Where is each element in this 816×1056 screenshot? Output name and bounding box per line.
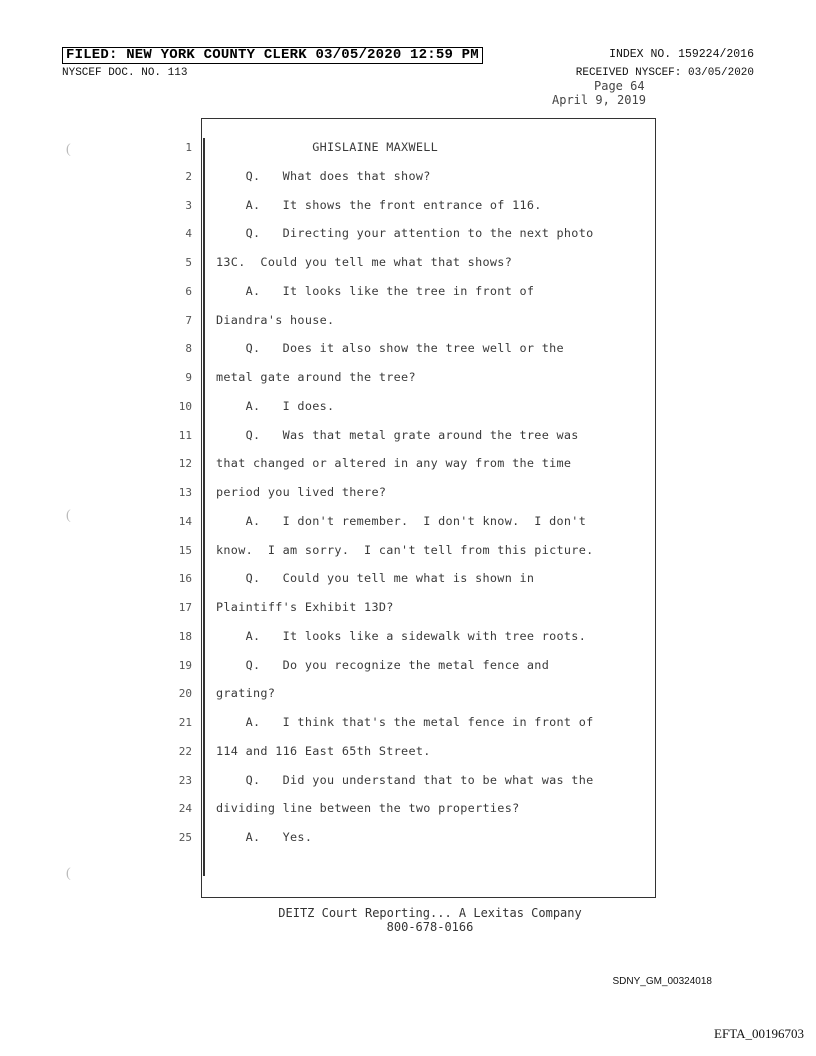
transcript-line <box>0 685 660 705</box>
line-text: Q. Do you recognize the metal fence and <box>216 657 550 672</box>
transcript-line <box>0 340 660 360</box>
line-number: 18 <box>178 629 192 643</box>
transcript-line <box>0 829 660 849</box>
transcript-line <box>0 168 660 188</box>
transcript-line <box>0 743 660 763</box>
line-number: 12 <box>178 457 192 471</box>
line-number: 7 <box>185 313 192 327</box>
line-number: 22 <box>178 744 192 758</box>
line-number: 10 <box>178 399 192 413</box>
line-text: Diandra's house. <box>216 312 335 327</box>
efta-number: EFTA_00196703 <box>714 1026 804 1041</box>
transcript-line <box>0 139 660 159</box>
transcript-line <box>0 484 660 504</box>
line-text: A. I don't remember. I don't know. I don't <box>216 513 587 528</box>
line-text: A. I does. <box>216 398 335 413</box>
transcript-line <box>0 427 660 447</box>
line-text: A. I think that's the metal fence in front of <box>216 715 594 729</box>
line-text: know. I am sorry. I can't tell from this picture. <box>216 542 594 557</box>
line-number: 17 <box>178 601 192 614</box>
line-text: A. It shows the front entrance of 116. <box>216 197 542 212</box>
transcript-line <box>0 714 660 734</box>
transcript-line <box>0 369 660 389</box>
line-number: 3 <box>185 198 192 212</box>
line-number-divider <box>203 138 205 876</box>
line-text: A. Yes. <box>216 830 313 844</box>
transcript-line <box>0 283 660 303</box>
line-text: 13C. Could you tell me what that shows? <box>216 255 513 269</box>
line-text: Q. Directing your attention to the next photo <box>216 226 594 241</box>
received-date: RECEIVED NYSCEF: 03/05/2020 <box>575 67 754 79</box>
transcript-line <box>0 570 660 590</box>
line-text: metal gate around the tree? <box>216 370 416 384</box>
line-number: 16 <box>178 572 192 586</box>
line-number: 1 <box>185 141 192 154</box>
transcript-line <box>0 513 660 533</box>
line-number: 4 <box>185 227 192 241</box>
transcript-line <box>0 657 660 677</box>
line-text: Q. Does it also show the tree well or the <box>216 341 564 356</box>
line-text: period you lived there? <box>216 485 387 499</box>
transcript-line <box>0 628 660 648</box>
line-number: 21 <box>178 716 192 729</box>
line-number: 19 <box>178 658 192 672</box>
transcript-line <box>0 225 660 245</box>
line-text: A. It looks like a sidewalk with tree roots. <box>216 628 587 643</box>
line-number: 23 <box>178 773 192 787</box>
line-text: Plaintiff's Exhibit 13D? <box>216 600 394 614</box>
line-number: 13 <box>178 486 192 499</box>
line-text: Q. Could you tell me what is shown in <box>216 571 535 586</box>
line-text: 114 and 116 East 65th Street. <box>216 743 431 758</box>
page-label: Page 64 <box>594 79 645 93</box>
line-text: GHISLAINE MAXWELL <box>216 140 439 154</box>
line-number: 9 <box>185 371 192 384</box>
filed-stamp: FILED: NEW YORK COUNTY CLERK 03/05/2020 12:59 PM <box>62 47 483 64</box>
line-number: 8 <box>185 342 192 356</box>
line-number: 15 <box>178 543 192 557</box>
line-text: that changed or altered in any way from the time <box>216 456 572 471</box>
line-text: dividing line between the two properties? <box>216 801 520 816</box>
transcript-line <box>0 599 660 619</box>
transcript-line <box>0 254 660 274</box>
transcript-date: April 9, 2019 <box>552 93 646 107</box>
court-reporter-company: DEITZ Court Reporting... A Lexitas Company <box>278 906 582 920</box>
line-number: 11 <box>178 428 192 442</box>
line-text: Q. Did you understand that to be what was the <box>216 772 594 787</box>
bates-number: SDNY_GM_00324018 <box>612 976 712 987</box>
scan-margin-mark: ( <box>66 866 71 881</box>
line-text: Q. What does that show? <box>216 168 431 183</box>
line-number: 24 <box>178 802 192 816</box>
transcript-line <box>0 455 660 475</box>
line-number: 14 <box>178 514 192 528</box>
scan-margin-mark: ( <box>66 142 71 157</box>
line-number: 25 <box>178 831 192 844</box>
line-text: A. It looks like the tree in front of <box>216 283 535 298</box>
nyscef-doc-number: NYSCEF DOC. NO. 113 <box>62 67 188 79</box>
line-text: Q. Was that metal grate around the tree was <box>216 427 579 442</box>
transcript-line <box>0 398 660 418</box>
line-number: 2 <box>185 169 192 183</box>
transcript-line <box>0 800 660 820</box>
transcript-line <box>0 772 660 792</box>
court-reporter-phone: 800-678-0166 <box>386 920 474 934</box>
line-number: 5 <box>185 256 192 269</box>
transcript-line <box>0 542 660 562</box>
line-number: 6 <box>185 284 192 298</box>
scan-margin-mark: ( <box>66 508 71 523</box>
line-text: grating? <box>216 686 276 701</box>
line-number: 20 <box>178 687 192 701</box>
index-number: INDEX NO. 159224/2016 <box>609 48 754 61</box>
transcript-line <box>0 312 660 332</box>
transcript-line <box>0 197 660 217</box>
